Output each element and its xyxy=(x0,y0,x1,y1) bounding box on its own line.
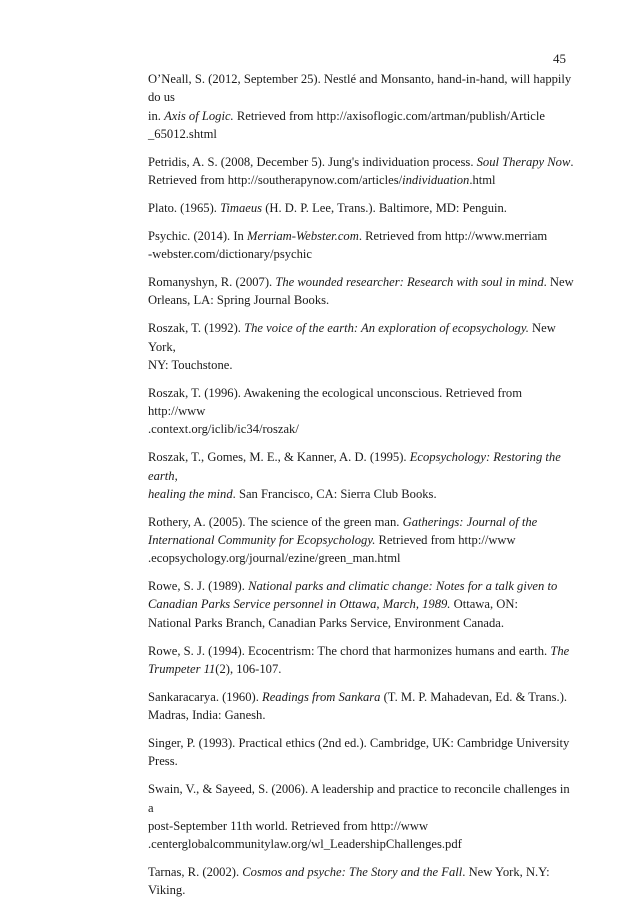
reference-text: Roszak, T. (1996). Awakening the ecological unconscious. Retrieved from http://www xyxy=(148,385,522,419)
reference-text: Petridis, A. S. (2008, December 5). Jung's individuation process. xyxy=(148,154,477,169)
reference-text: Retrieved from http://axisoflogic.com/artman/publish/Article xyxy=(233,108,545,123)
reference-text: Psychic. (2014). In xyxy=(148,228,247,243)
reference-entry xyxy=(114,734,574,771)
reference-continuation-line xyxy=(148,706,574,724)
reference-first-line xyxy=(148,273,574,291)
reference-text: Orleans, LA: Spring Journal Books. xyxy=(148,293,330,308)
reference-first-line xyxy=(148,863,574,900)
reference-entry xyxy=(114,780,574,853)
reference-first-line xyxy=(148,577,574,595)
reference-text: . Retrieved from http://www.merriam xyxy=(358,228,548,243)
reference-text: Roszak, T., Gomes, M. E., & Kanner, A. D. (1995). xyxy=(148,450,410,465)
reference-entry xyxy=(114,70,574,143)
reference-text: Rowe, S. J. (1989). xyxy=(148,579,249,594)
reference-text: .ecopsychology.org/journal/ezine/green_man.html xyxy=(148,551,401,566)
reference-text: in. xyxy=(148,108,165,123)
italic-text: Ecopsychology: Restoring the earth, xyxy=(148,450,561,483)
reference-entry xyxy=(114,642,574,679)
reference-text: Press. xyxy=(148,754,178,769)
reference-text: Romanyshyn, R. (2007). xyxy=(148,275,276,290)
reference-text: .html xyxy=(469,173,496,188)
reference-text: post-September 11th world. Retrieved from http://www xyxy=(148,818,429,833)
reference-text: (H. D. P. Lee, Trans.). Baltimore, MD: Penguin. xyxy=(262,200,507,215)
reference-continuation-line xyxy=(148,660,574,678)
reference-text: Sankaracarya. (1960). xyxy=(148,689,262,704)
reference-first-line xyxy=(148,319,574,356)
reference-continuation-line xyxy=(148,245,574,263)
reference-text: _65012.shtml xyxy=(148,126,217,141)
reference-first-line xyxy=(148,642,574,660)
reference-text: Plato. (1965). xyxy=(148,200,221,215)
reference-text: (2), 106-107. xyxy=(215,661,282,676)
reference-text: Rowe, S. J. (1994). Ecocentrism: The chord that harmonizes humans and earth. xyxy=(148,643,551,658)
reference-continuation-line xyxy=(148,752,574,770)
reference-text: .centerglobalcommunitylaw.org/wl_LeadershipChallenges.pdf xyxy=(148,837,462,852)
italic-text: National parks and climatic change: Notes for a talk given to xyxy=(248,579,558,594)
reference-entry xyxy=(114,199,574,217)
reference-text: New York, xyxy=(148,321,556,354)
reference-first-line xyxy=(148,199,574,217)
reference-text: Singer, P. (1993). Practical ethics (2nd ed.). Cambridge, UK: Cambridge University xyxy=(148,736,570,751)
italic-text: The voice of the earth: An exploration of ecopsychology. xyxy=(244,321,529,336)
reference-continuation-line xyxy=(148,835,574,853)
reference-continuation-line xyxy=(148,291,574,309)
reference-text: -webster.com/dictionary/psychic xyxy=(148,247,313,262)
reference-first-line xyxy=(148,448,574,485)
reference-text: . San Francisco, CA: Sierra Club Books. xyxy=(232,486,437,501)
reference-entry xyxy=(114,153,574,190)
reference-continuation-line xyxy=(148,531,574,549)
reference-continuation-line xyxy=(148,420,574,438)
reference-continuation-line xyxy=(148,171,574,189)
italic-text: Gatherings: Journal of the xyxy=(402,514,538,529)
italic-text: Canadian Parks Service personnel in Ottawa, March, 1989. xyxy=(148,597,451,612)
reference-continuation-line xyxy=(148,595,574,613)
reference-text: Ottawa, ON: xyxy=(450,597,518,612)
reference-text: O’Neall, S. (2012, September 25). Nestlé and Monsanto, hand-in-hand, will happily do us xyxy=(148,72,572,105)
reference-text: Tarnas, R. (2002). xyxy=(148,865,243,879)
italic-text: International Community for Ecopsychology. xyxy=(148,532,376,547)
reference-continuation-line xyxy=(148,485,574,503)
reference-first-line xyxy=(148,384,574,421)
reference-first-line xyxy=(148,780,574,817)
italic-text: Merriam-Webster.com xyxy=(247,228,359,243)
reference-first-line xyxy=(148,153,574,171)
reference-entry xyxy=(114,688,574,725)
reference-entry xyxy=(114,577,574,632)
reference-first-line xyxy=(148,688,574,706)
reference-first-line xyxy=(148,513,574,531)
reference-entry xyxy=(114,319,574,374)
reference-text: Retrieved from http://southerapynow.com/articles/ xyxy=(148,173,403,188)
reference-continuation-line xyxy=(148,614,574,632)
reference-continuation-line xyxy=(148,125,574,143)
reference-text: NY: Touchstone. xyxy=(148,357,233,372)
reference-text: National Parks Branch, Canadian Parks Service, Environment Canada. xyxy=(148,615,505,630)
reference-text: Retrieved from http://www xyxy=(375,532,516,547)
reference-text: Swain, V., & Sayeed, S. (2006). A leadership and practice to reconcile challenges in a xyxy=(148,782,570,815)
reference-text: Rothery, A. (2005). The science of the green man. xyxy=(148,514,403,529)
reference-continuation-line xyxy=(148,356,574,374)
reference-entry xyxy=(114,227,574,264)
reference-entry xyxy=(114,513,574,568)
italic-text: The wounded researcher: Research with soul in mind xyxy=(275,275,544,290)
reference-text: Roszak, T. (1992). xyxy=(148,321,245,336)
reference-text: . New York, N.Y: Viking. xyxy=(148,865,550,898)
reference-continuation-line xyxy=(148,549,574,567)
reference-continuation-line xyxy=(148,107,574,125)
reference-first-line xyxy=(148,734,574,752)
reference-text: (T. M. P. Mahadevan, Ed. & Trans.). xyxy=(380,689,568,704)
italic-text: Axis of Logic. xyxy=(164,108,234,123)
reference-list xyxy=(114,70,574,900)
italic-text: Soul Therapy Now xyxy=(476,154,571,169)
italic-text: Trumpeter 11 xyxy=(148,661,216,676)
reference-text: Madras, India: Ganesh. xyxy=(148,708,266,723)
reference-first-line xyxy=(148,227,574,245)
italic-text: Timaeus xyxy=(220,200,263,215)
italic-text: Cosmos and psyche: The Story and the Fall xyxy=(242,865,463,879)
reference-first-line xyxy=(148,70,574,107)
reference-entry xyxy=(114,384,574,439)
italic-text: The xyxy=(550,643,570,658)
italic-text: Readings from Sankara xyxy=(262,689,381,704)
reference-text: . xyxy=(570,154,574,169)
page-number: 45 xyxy=(553,51,566,66)
italic-text: individuation xyxy=(402,173,470,188)
reference-text: .context.org/iclib/ic34/roszak/ xyxy=(148,422,299,437)
italic-text: healing the mind xyxy=(148,486,233,501)
reference-entry xyxy=(114,273,574,310)
reference-text: . New xyxy=(543,275,574,290)
reference-entry xyxy=(114,863,574,900)
reference-entry xyxy=(114,448,574,503)
